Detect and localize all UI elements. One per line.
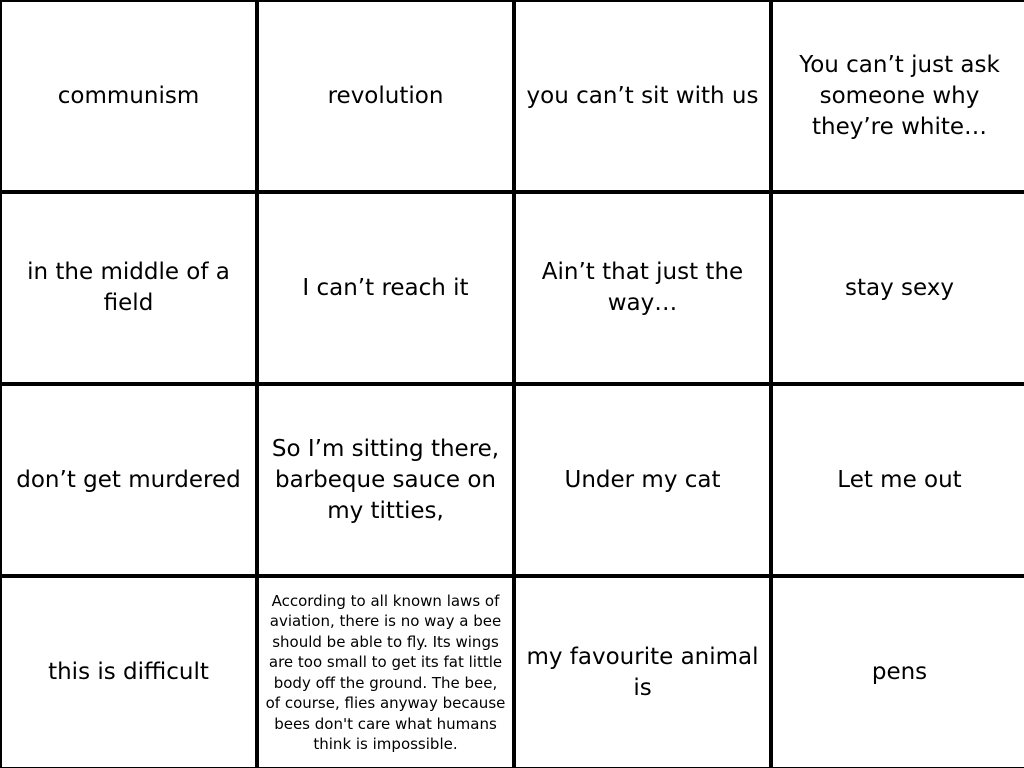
board-cell-3-4 [773,386,1024,574]
board-cell-1-3 [516,2,769,190]
board-cell-4-1 [2,578,255,767]
board-cell-3-3 [516,386,769,574]
board-cell-3-2 [259,386,512,574]
cell-text: you can’t sit with us [526,82,759,109]
cell-text: communism [57,82,200,109]
board-cell-3-1 [2,386,255,574]
cell-text: don’t get murdered [16,466,241,493]
board-cell-4-3 [516,578,769,767]
cell-text: stay sexy [845,274,954,301]
cell-text: revolution [327,82,444,109]
cell-text: my favourite animal is [526,643,759,701]
cell-text: pens [871,659,928,685]
cell-text: Ain’t that just the way… [541,259,744,316]
cell-text: I can’t reach it [302,274,469,301]
board-cell-2-4 [773,194,1024,382]
board-cell-4-2 [259,578,512,767]
cell-text: Let me out [837,466,962,493]
board-cell-4-4 [773,578,1024,767]
cell-text: Under my cat [564,466,721,493]
cell-text: According to all known laws of aviation, there is no way a bee should be able to fly. Its wings are too small to get its fat little body off the ground. The bee, of course, flies anyway because bees don't care what humans think is impossible. [265,591,506,753]
board-cell-1-4 [773,2,1024,190]
cell-text: this is difficult [48,659,209,685]
board-cell-1-1 [2,2,255,190]
cell-text: You can’t just ask someone why they’re white… [799,51,1000,140]
board-cell-2-2 [259,194,512,382]
cell-text: So I’m sitting there, barbeque sauce on my titties, [271,435,500,524]
board-cell-1-2 [259,2,512,190]
cell-text: in the middle of a field [27,259,230,316]
board-cell-2-1 [2,194,255,382]
board-cell-2-3 [516,194,769,382]
